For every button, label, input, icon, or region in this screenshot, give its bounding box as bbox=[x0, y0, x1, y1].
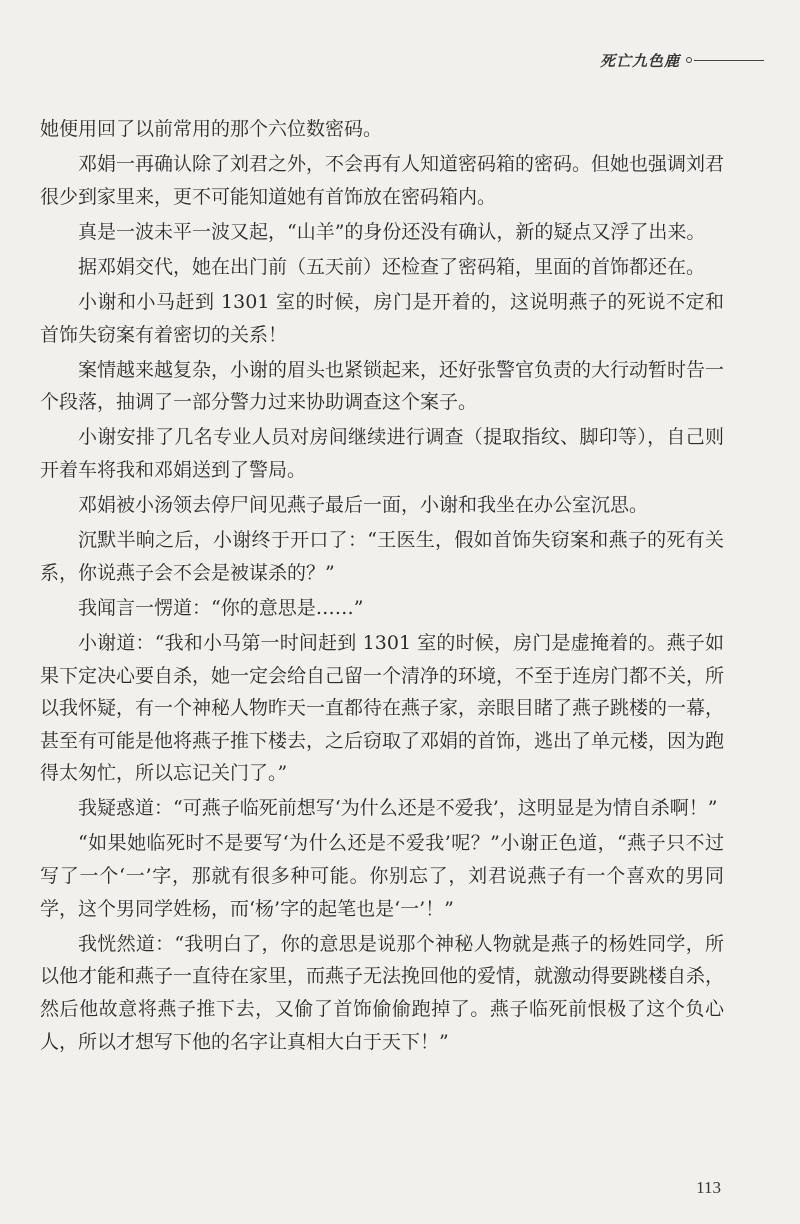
paragraph: 邓娟一再确认除了刘君之外，不会再有人知道密码箱的密码。但她也强调刘君很少到家里来，更不可能知道她有首饰放在密码箱内。 bbox=[40, 153, 725, 208]
paragraph: 邓娟被小汤领去停尸间见燕子最后一面，小谢和我坐在办公室沉思。 bbox=[78, 494, 649, 517]
header-ornament-rule bbox=[694, 60, 764, 61]
paragraph: 我疑惑道：“可燕子临死前想写‘为什么还是不爱我’，这明显是为情自杀啊！” bbox=[78, 797, 718, 820]
paragraph: 案情越来越复杂，小谢的眉头也紧锁起来，还好张警官负责的大行动暂时告一个段落，抽调了一部分警力过来协助调查这个案子。 bbox=[40, 358, 725, 414]
paragraph: 小谢道：“我和小马第一时间赶到 1301 室的时候，房门是虚掩着的。燕子如果下定决心要自杀，她一定会给自己留一个清净的环境，不至于连房门都不关，所以我怀疑，有一个神秘人物昨天一直都待在燕子家，亲眼目睹了燕子跳楼的一幕，甚至有可能是他将燕子推下楼去，之后窃取了邓娟的首饰，逃出了单元楼，因为跑得太匆忙，所以忘记关门了。” bbox=[40, 631, 725, 785]
running-head bbox=[600, 48, 800, 72]
page-number: 113 bbox=[696, 1178, 721, 1197]
paragraph: 我恍然道：“我明白了，你的意思是说那个神秘人物就是燕子的杨姓同学，所以他才能和燕子一直待在家里，而燕子无法挽回他的爱情，就激动得要跳楼自杀，然后他故意将燕子推下去，又偷了首饰偷偷跑掉了。燕子临死前恨极了这个负心人，所以才想写下他的名字让真相大白于天下！” bbox=[40, 932, 725, 1053]
paragraph: 小谢和小马赶到 1301 室的时候，房门是开着的，这说明燕子的死说不定和首饰失窃案有着密切的关系！ bbox=[40, 290, 724, 346]
paragraph: 据邓娟交代，她在出门前（五天前）还检查了密码箱，里面的首饰都还在。 bbox=[78, 255, 706, 278]
body-text bbox=[40, 113, 724, 1061]
paragraph: 沉默半晌之后，小谢终于开口了：“王医生，假如首饰失窃案和燕子的死有关系，你说燕子会不会是被谋杀的？” bbox=[40, 529, 724, 584]
running-title: 死亡九色鹿 bbox=[600, 51, 681, 70]
header-ornament-circle bbox=[686, 57, 692, 63]
paragraph: 小谢安排了几名专业人员对房间继续进行调查（提取指纹、脚印等），自己则开着车将我和邓娟送到了警局。 bbox=[40, 426, 724, 481]
paragraph-continued: 她便用回了以前常用的那个六位数密码。 bbox=[40, 118, 383, 140]
paragraph: 真是一波未平一波又起，“山羊”的身份还没有确认，新的疑点又浮了出来。 bbox=[78, 220, 706, 243]
paragraph: 我闻言一愣道：“你的意思是……” bbox=[78, 596, 364, 619]
paragraph: “如果她临死时不是要写‘为什么还是不爱我’呢？”小谢正色道，“燕子只不过写了一个‘一’字，那就有很多种可能。你别忘了，刘君说燕子有一个喜欢的男同学，这个男同学姓杨，而‘杨’字的起笔也是‘一’！” bbox=[40, 832, 724, 920]
